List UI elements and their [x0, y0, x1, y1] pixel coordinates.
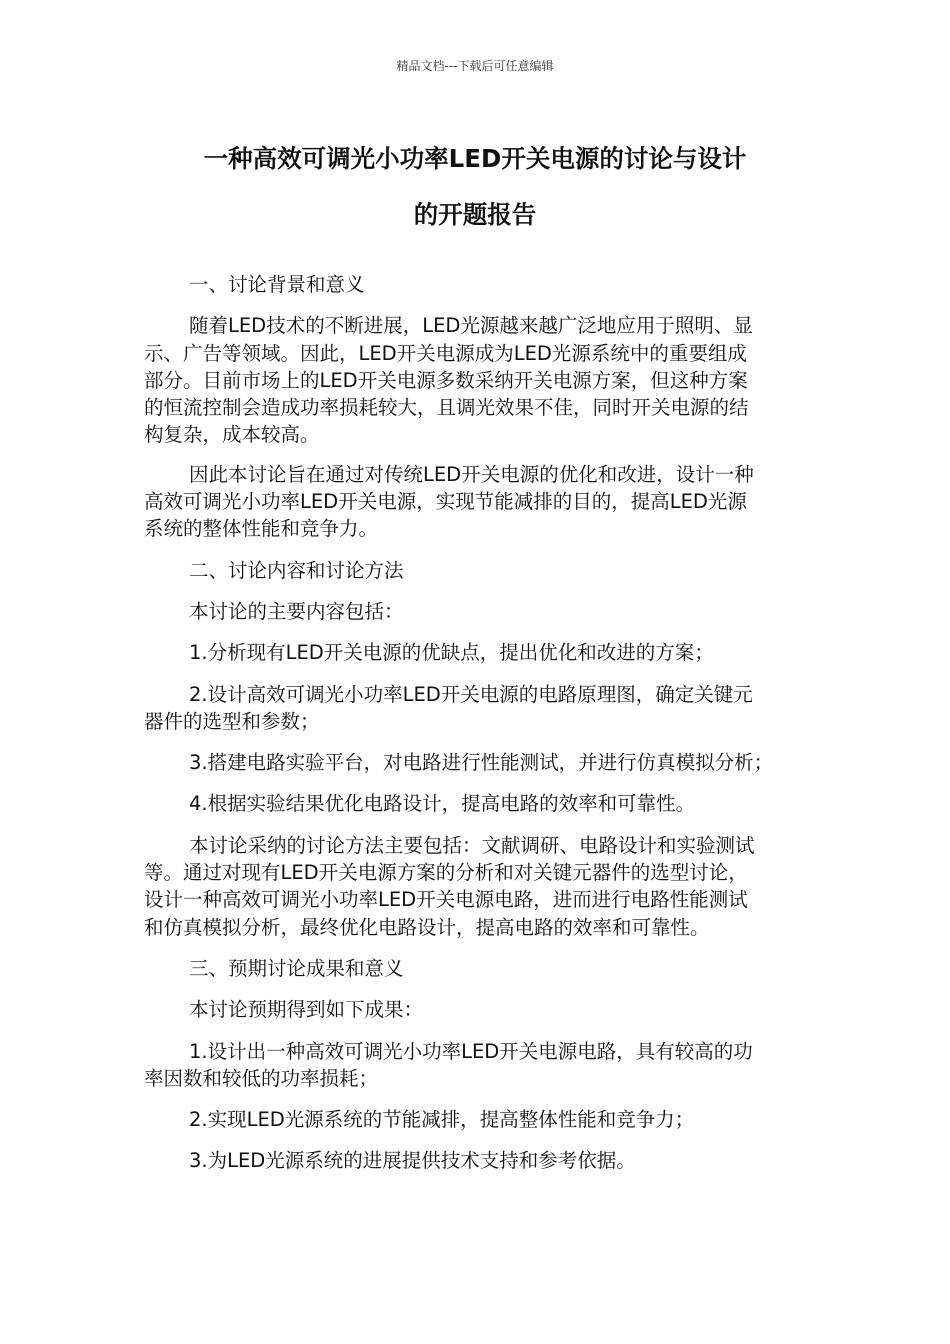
list-item: 4.根据实验结果优化电路设计，提高电路的效率和可靠性。 [189, 792, 696, 816]
list-item: 1.设计出一种高效可调光小功率LED开关电源电路，具有较高的功 率因数和较低的功率损耗； [144, 1039, 753, 1090]
list-item: 2.设计高效可调光小功率LED开关电源的电路原理图，确定关键元 器件的选型和参数； [144, 682, 753, 733]
list-item: 3.搭建电路实验平台，对电路进行性能测试，并进行仿真模拟分析； [189, 751, 774, 775]
header-note: 精品文档---下载后可任意编辑 [396, 59, 554, 73]
paragraph: 因此本讨论旨在通过对传统LED开关电源的优化和改进，设计一种 高效可调光小功率LED开关电源，实现节能减排的目的，提高LED光源 系统的整体性能和竞争力。 [144, 462, 754, 541]
section-heading-background: 一、讨论背景和意义 [189, 273, 365, 296]
document-body [144, 271, 804, 1189]
section-heading-results: 三、预期讨论成果和意义 [189, 956, 404, 980]
list-item: 1.分析现有LED开关电源的优缺点，提出优化和改进的方案； [189, 641, 714, 665]
list-item: 3.为LED光源系统的进展提供技术支持和参考依据。 [189, 1149, 636, 1173]
section-heading-content: 二、讨论内容和讨论方法 [189, 558, 404, 582]
paragraph: 随着LED技术的不断进展，LED光源越来越广泛地应用于照明、显 示、广告等领域。因此，LED开关电源成为LED光源系统中的重要组成 部分。目前市场上的LED开关电源多数采纳开关电源方案，但这种方案 的恒流控制会造成功率损耗较大，且调光效果不佳，同时开关电源的结 构复杂，成本较高。 [144, 314, 753, 447]
paragraph: 本讨论的主要内容包括： [189, 599, 404, 623]
list-item: 2.实现LED光源系统的节能减排，提高整体性能和竞争力； [189, 1108, 695, 1132]
paragraph: 本讨论采纳的讨论方法主要包括：文献调研、电路设计和实验测试 等。通过对现有LED开关电源方案的分析和对关键元器件的选型讨论， 设计一种高效可调光小功率LED开关电源电路，进而进行电路性能测试 和仿真模拟分析，最终优化电路设计，提高电路的效率和可靠性。 [144, 833, 755, 939]
document-title-line-1: 一种高效可调光小功率LED开关电源的讨论与设计 [203, 144, 747, 173]
document-title-line-2: 的开题报告 [413, 200, 537, 229]
paragraph: 本讨论预期得到如下成果： [189, 998, 424, 1022]
